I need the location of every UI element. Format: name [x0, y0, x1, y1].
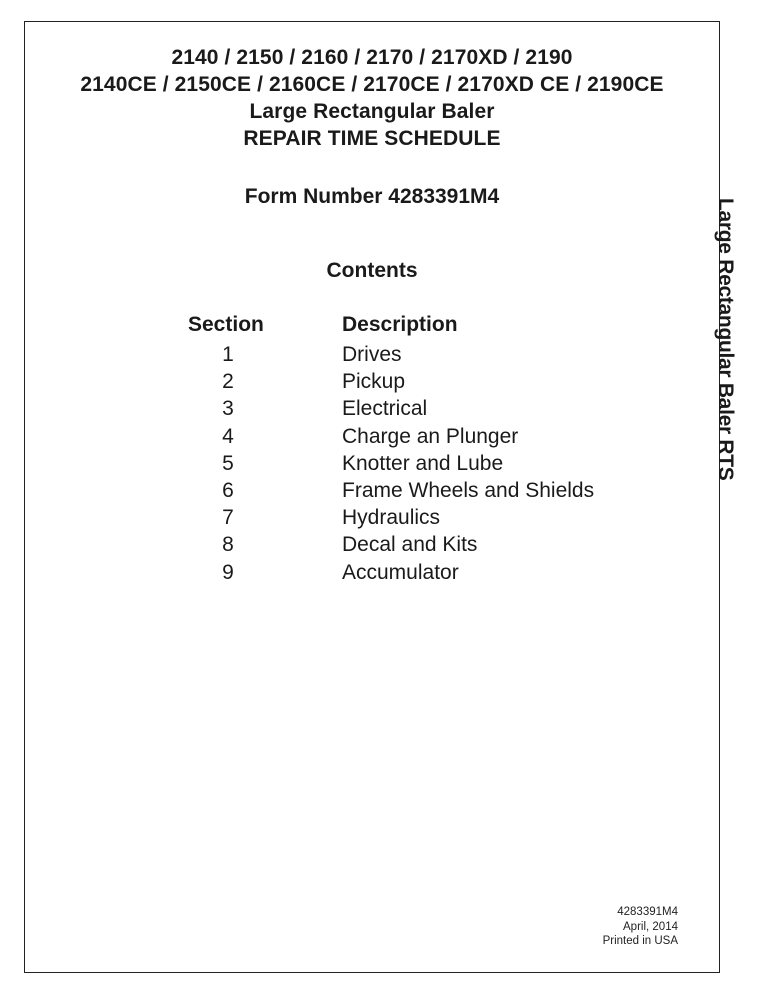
section-number: 9 — [222, 560, 234, 584]
section-number: 4 — [222, 424, 234, 448]
contents-row — [0, 368, 720, 395]
section-description: Frame Wheels and Shields — [342, 478, 595, 502]
contents-row — [0, 559, 720, 586]
models-line-2: 2140CE / 2150CE / 2160CE / 2170CE / 2170XD CE / 2190CE — [80, 73, 664, 96]
contents-table — [0, 341, 720, 586]
contents-row — [0, 531, 720, 558]
section-description: Electrical — [342, 397, 428, 421]
side-title: Large Rectangular Baler RTS — [714, 198, 737, 481]
section-description: Hydraulics — [342, 506, 441, 530]
section-description: Accumulator — [342, 560, 459, 584]
section-number: 7 — [222, 506, 234, 530]
contents-row — [0, 341, 720, 368]
document-header — [24, 44, 720, 152]
models-line-1: 2140 / 2150 / 2160 / 2170 / 2170XD / 2190 — [171, 46, 573, 69]
section-description: Charge an Plunger — [342, 424, 519, 448]
contents-title: Contents — [326, 259, 418, 282]
section-description: Pickup — [342, 370, 406, 394]
section-number: 1 — [222, 343, 234, 366]
contents-row — [0, 450, 720, 477]
section-description: Knotter and Lube — [342, 451, 504, 475]
contents-row — [0, 477, 720, 504]
footer-printed: Printed in USA — [602, 935, 678, 947]
section-number: 3 — [222, 397, 234, 421]
footer-date: April, 2014 — [623, 920, 678, 933]
section-number: 6 — [222, 478, 234, 502]
section-number: 2 — [222, 370, 234, 394]
form-number: Form Number 4283391M4 — [244, 185, 500, 208]
description-column-header: Description — [342, 313, 458, 336]
contents-row — [0, 423, 720, 450]
contents-row — [0, 395, 720, 422]
section-number: 5 — [222, 451, 234, 475]
section-description: Decal and Kits — [342, 533, 478, 557]
footer-part-number: 4283391M4 — [617, 906, 678, 918]
contents-row — [0, 504, 720, 531]
section-column-header: Section — [188, 313, 264, 336]
product-name: Large Rectangular Baler — [249, 100, 495, 123]
section-description: Drives — [342, 343, 402, 366]
section-number: 8 — [222, 533, 234, 557]
document-type: REPAIR TIME SCHEDULE — [243, 127, 501, 150]
document-footer — [603, 905, 678, 949]
